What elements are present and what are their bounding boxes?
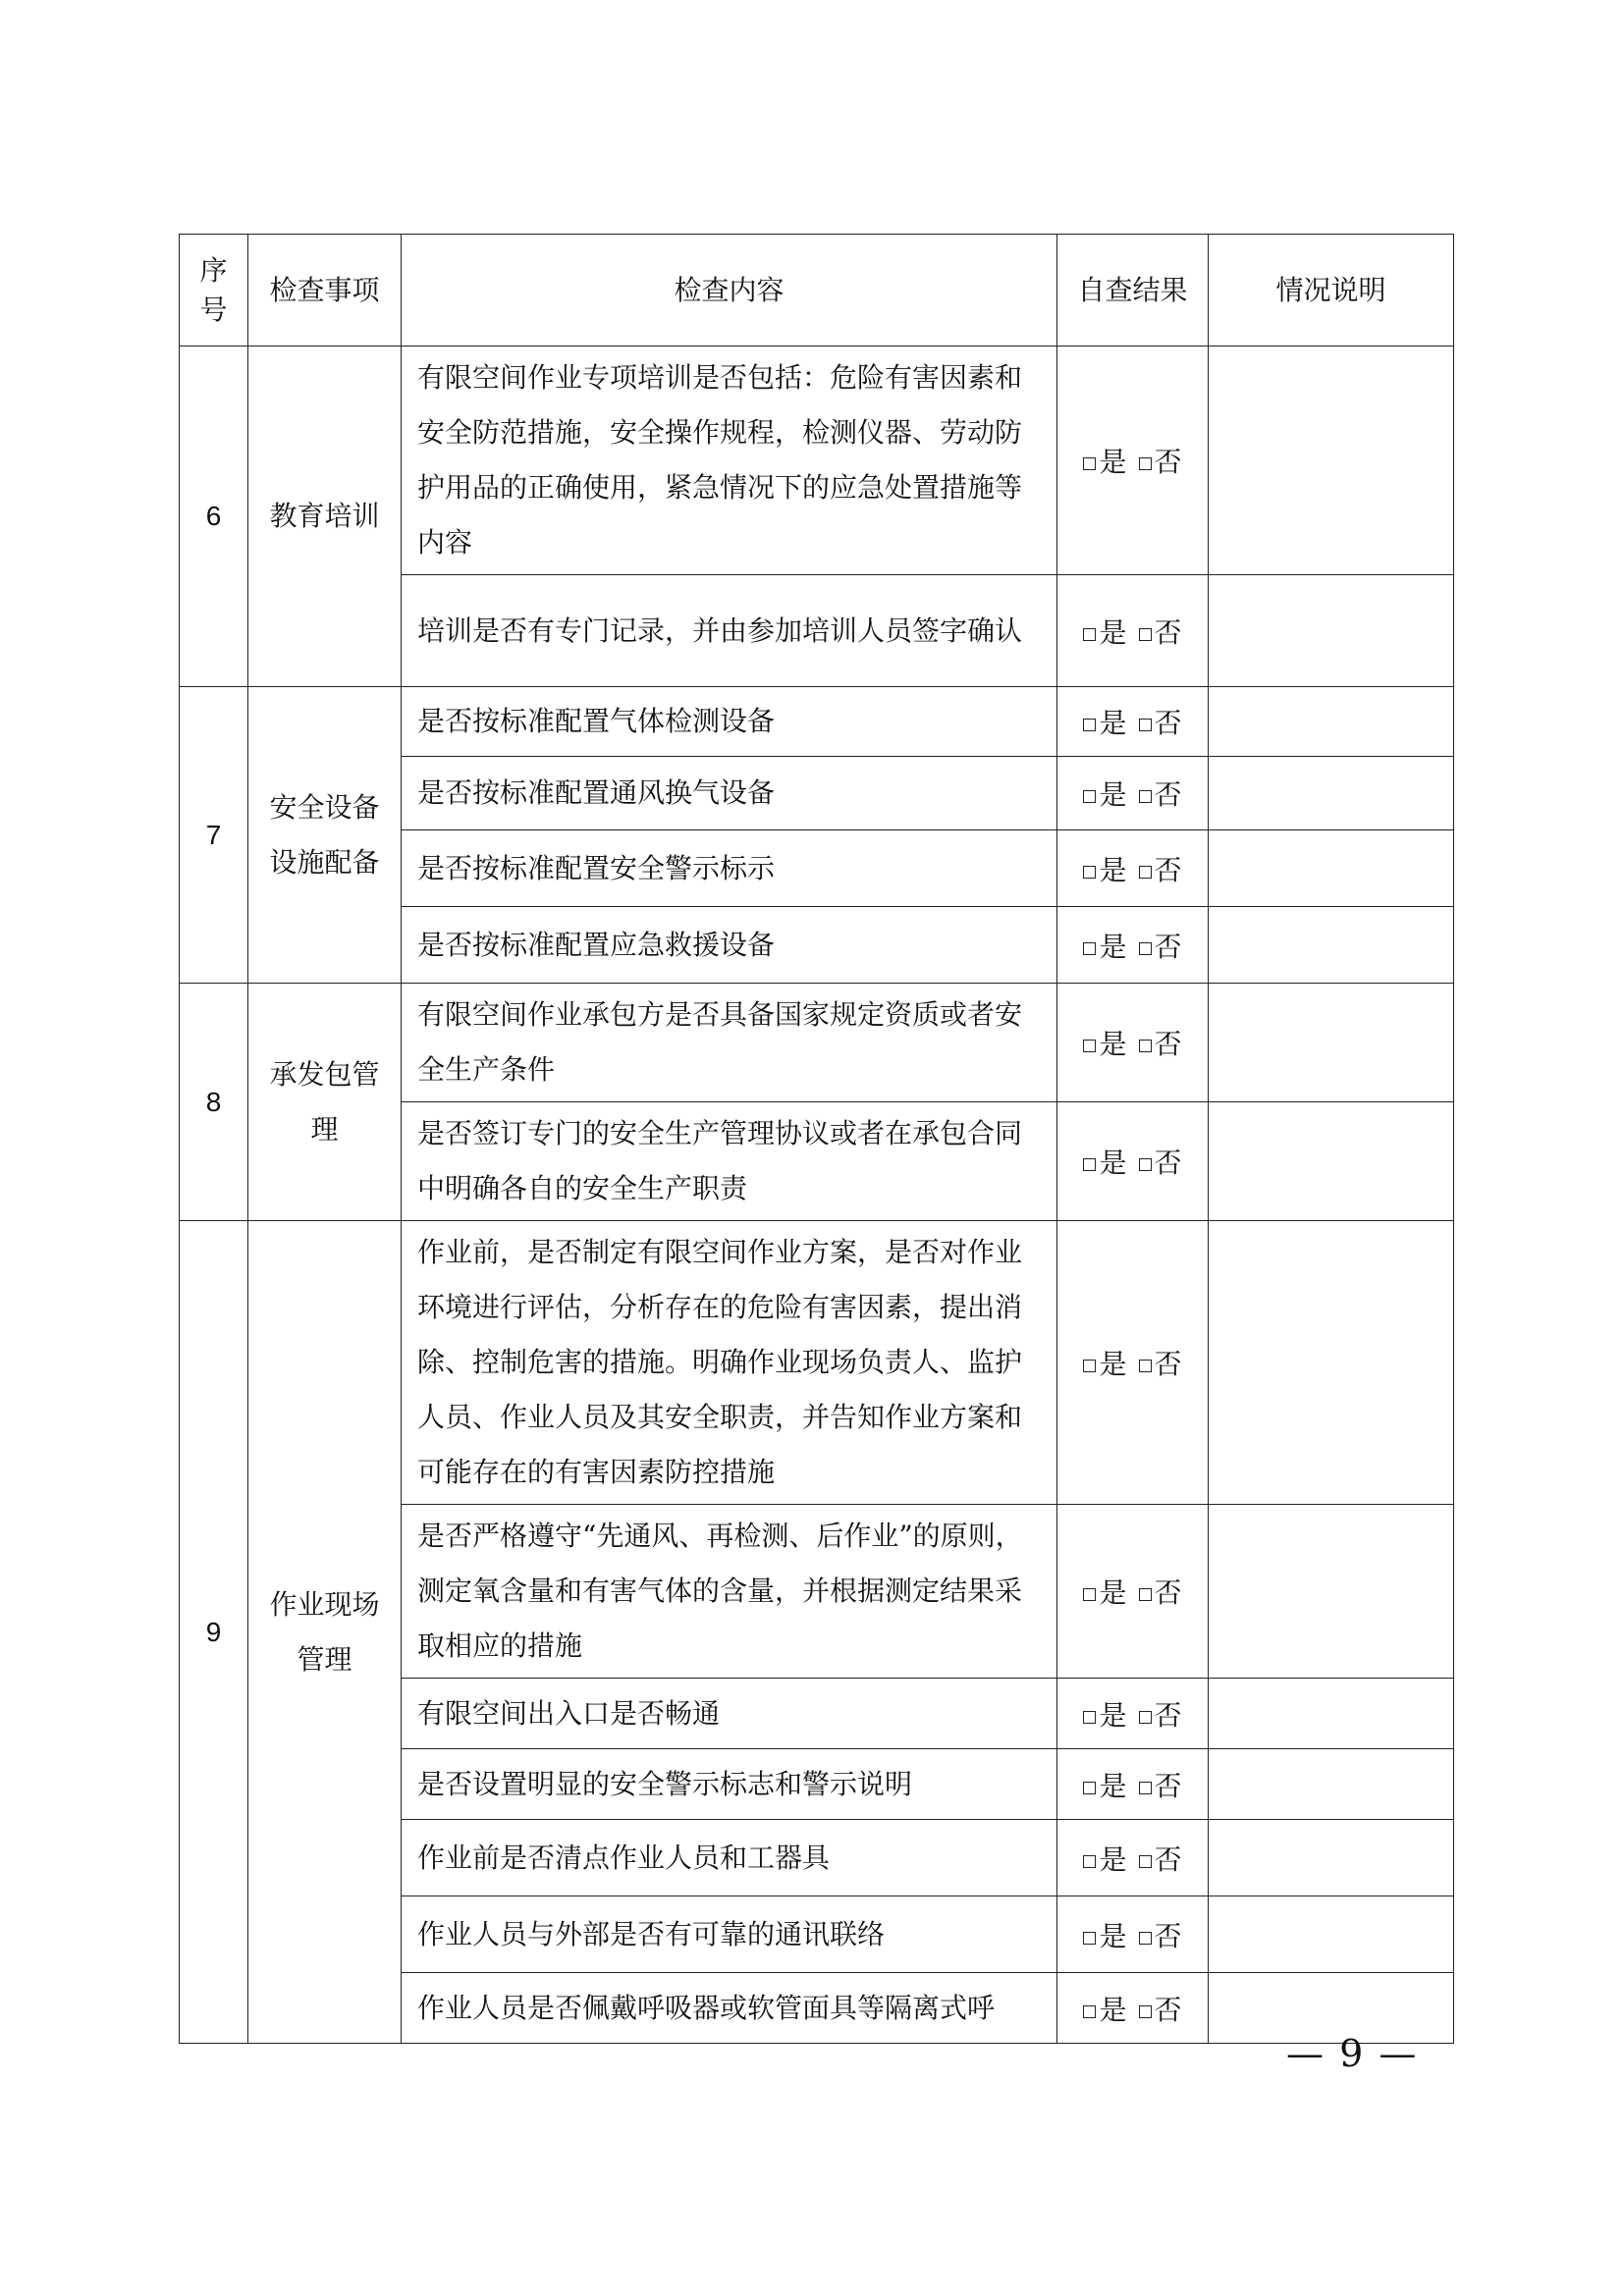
checkbox-yes[interactable] xyxy=(1083,790,1096,803)
notes-cell[interactable] xyxy=(1209,1679,1454,1749)
checkbox-no[interactable] xyxy=(1139,1040,1152,1052)
check-content: 培训是否有专门记录，并由参加培训人员签字确认 xyxy=(402,575,1057,687)
self-check-result xyxy=(1057,1896,1209,1973)
checkbox-yes[interactable] xyxy=(1083,1932,1096,1945)
checkbox-no[interactable] xyxy=(1139,1711,1152,1724)
option-no[interactable] xyxy=(1139,931,1182,963)
self-check-result xyxy=(1057,757,1209,830)
option-no-label: 否 xyxy=(1154,1769,1182,1802)
option-no-label: 否 xyxy=(1154,1698,1182,1732)
option-yes[interactable] xyxy=(1083,1028,1126,1060)
option-yes-label: 是 xyxy=(1099,1842,1127,1876)
option-yes[interactable] xyxy=(1083,707,1126,739)
self-check-result xyxy=(1057,347,1209,575)
checkbox-no[interactable] xyxy=(1139,1588,1152,1601)
option-yes[interactable] xyxy=(1083,1920,1126,1952)
option-no[interactable] xyxy=(1139,1147,1182,1179)
checkbox-yes[interactable] xyxy=(1083,457,1096,470)
notes-cell[interactable] xyxy=(1209,347,1454,575)
checkbox-no[interactable] xyxy=(1139,942,1152,955)
option-no[interactable] xyxy=(1139,854,1182,886)
notes-cell[interactable] xyxy=(1209,1221,1454,1505)
check-content: 是否签订专门的安全生产管理协议或者在承包合同中明确各自的安全生产职责 xyxy=(402,1102,1057,1221)
check-content: 有限空间作业承包方是否具备国家规定资质或者安全生产条件 xyxy=(402,984,1057,1102)
option-yes-label: 是 xyxy=(1099,615,1127,649)
option-no-label: 否 xyxy=(1154,446,1182,478)
group-number: 7 xyxy=(180,687,248,984)
option-no-label: 否 xyxy=(1154,1842,1182,1876)
checkbox-no[interactable] xyxy=(1139,1158,1152,1171)
inspection-checklist-table xyxy=(179,234,1454,2044)
option-yes-label: 是 xyxy=(1099,930,1127,963)
checkbox-no[interactable] xyxy=(1139,628,1152,641)
checkbox-yes[interactable] xyxy=(1083,1360,1096,1372)
notes-cell[interactable] xyxy=(1209,1820,1454,1896)
check-content: 是否严格遵守“先通风、再检测、后作业”的原则，测定氧含量和有害气体的含量，并根据测定结果采取相应的措施 xyxy=(402,1505,1057,1679)
notes-cell[interactable] xyxy=(1209,575,1454,687)
option-no-label: 否 xyxy=(1154,1919,1182,1952)
table-row xyxy=(180,687,1454,757)
check-content: 作业人员是否佩戴呼吸器或软管面具等隔离式呼 xyxy=(402,1973,1057,2044)
self-check-result xyxy=(1057,1973,1209,2044)
check-content: 是否按标准配置安全警示标示 xyxy=(402,830,1057,907)
header-result: 自查结果 xyxy=(1057,235,1209,347)
check-content: 是否设置明显的安全警示标志和警示说明 xyxy=(402,1749,1057,1820)
checkbox-yes[interactable] xyxy=(1083,866,1096,879)
checkbox-yes[interactable] xyxy=(1083,1158,1096,1171)
table-row xyxy=(180,347,1454,575)
option-yes-label: 是 xyxy=(1099,1147,1127,1179)
notes-cell[interactable] xyxy=(1209,687,1454,757)
option-yes[interactable] xyxy=(1083,1994,1126,2026)
option-no-label: 否 xyxy=(1154,707,1182,739)
option-no-label: 否 xyxy=(1154,930,1182,963)
self-check-result xyxy=(1057,575,1209,687)
self-check-result xyxy=(1057,907,1209,984)
option-no[interactable] xyxy=(1139,1028,1182,1060)
self-check-result xyxy=(1057,830,1209,907)
checkbox-no[interactable] xyxy=(1139,866,1152,879)
option-no[interactable] xyxy=(1139,1994,1182,2026)
option-yes-label: 是 xyxy=(1099,1698,1127,1732)
checkbox-yes[interactable] xyxy=(1083,628,1096,641)
check-content: 是否按标准配置应急救援设备 xyxy=(402,907,1057,984)
notes-cell[interactable] xyxy=(1209,984,1454,1102)
check-content: 是否按标准配置气体检测设备 xyxy=(402,687,1057,757)
header-item: 检查事项 xyxy=(248,235,402,347)
group-number: 9 xyxy=(180,1221,248,2044)
checkbox-no[interactable] xyxy=(1139,2005,1152,2018)
option-no[interactable] xyxy=(1139,707,1182,739)
checkbox-yes[interactable] xyxy=(1083,1588,1096,1601)
checkbox-yes[interactable] xyxy=(1083,2005,1096,2018)
group-item: 作业现场管理 xyxy=(248,1221,402,2044)
group-item: 教育培训 xyxy=(248,347,402,687)
notes-cell[interactable] xyxy=(1209,907,1454,984)
check-content: 作业人员与外部是否有可靠的通讯联络 xyxy=(402,1896,1057,1973)
notes-cell[interactable] xyxy=(1209,757,1454,830)
self-check-result xyxy=(1057,1221,1209,1505)
table-row xyxy=(180,984,1454,1102)
checkbox-no[interactable] xyxy=(1139,1360,1152,1372)
group-number: 6 xyxy=(180,347,248,687)
checkbox-yes[interactable] xyxy=(1083,942,1096,955)
check-content: 作业前，是否制定有限空间作业方案，是否对作业环境进行评估，分析存在的危险有害因素，提出消除、控制危害的措施。明确作业现场负责人、监护人员、作业人员及其安全职责，并告知作业方案和可能存在的有害因素防控措施 xyxy=(402,1221,1057,1505)
option-no-label: 否 xyxy=(1154,1348,1182,1380)
check-content: 作业前是否清点作业人员和工器具 xyxy=(402,1820,1057,1896)
option-yes[interactable] xyxy=(1083,1147,1126,1179)
checkbox-yes[interactable] xyxy=(1083,719,1096,731)
option-no-label: 否 xyxy=(1154,778,1182,811)
option-yes[interactable] xyxy=(1083,854,1126,886)
check-content: 有限空间出入口是否畅通 xyxy=(402,1679,1057,1749)
notes-cell[interactable] xyxy=(1209,1749,1454,1820)
option-yes[interactable] xyxy=(1083,778,1126,811)
table-row xyxy=(180,1221,1454,1505)
self-check-result xyxy=(1057,1749,1209,1820)
option-yes-label: 是 xyxy=(1099,1028,1127,1060)
checkbox-no[interactable] xyxy=(1139,790,1152,803)
option-yes[interactable] xyxy=(1083,1348,1126,1380)
self-check-result xyxy=(1057,1679,1209,1749)
option-yes-label: 是 xyxy=(1099,1919,1127,1952)
option-no-label: 否 xyxy=(1154,1028,1182,1060)
option-no[interactable] xyxy=(1139,1770,1182,1802)
check-content: 有限空间作业专项培训是否包括：危险有害因素和安全防范措施，安全操作规程，检测仪器、劳动防护用品的正确使用，紧急情况下的应急处置措施等内容 xyxy=(402,347,1057,575)
checkbox-no[interactable] xyxy=(1139,457,1152,470)
self-check-result xyxy=(1057,1820,1209,1896)
option-no[interactable] xyxy=(1139,1576,1182,1609)
self-check-result xyxy=(1057,687,1209,757)
header-notes: 情况说明 xyxy=(1209,235,1454,347)
option-no[interactable] xyxy=(1139,1348,1182,1380)
table-header-row xyxy=(180,235,1454,347)
header-content: 检查内容 xyxy=(402,235,1057,347)
checkbox-yes[interactable] xyxy=(1083,1040,1096,1052)
option-yes[interactable] xyxy=(1083,1699,1126,1732)
option-yes-label: 是 xyxy=(1099,446,1127,478)
option-yes[interactable] xyxy=(1083,446,1126,478)
option-yes-label: 是 xyxy=(1099,1348,1127,1380)
notes-cell[interactable] xyxy=(1209,1896,1454,1973)
option-yes-label: 是 xyxy=(1099,1576,1127,1609)
option-no-label: 否 xyxy=(1154,615,1182,649)
option-no-label: 否 xyxy=(1154,1147,1182,1179)
header-seq: 序号 xyxy=(180,235,248,347)
option-yes-label: 是 xyxy=(1099,1993,1127,2026)
self-check-result xyxy=(1057,1102,1209,1221)
option-yes[interactable] xyxy=(1083,616,1126,649)
group-number: 8 xyxy=(180,984,248,1221)
option-yes-label: 是 xyxy=(1099,778,1127,811)
option-no[interactable] xyxy=(1139,1920,1182,1952)
option-no[interactable] xyxy=(1139,1699,1182,1732)
option-yes[interactable] xyxy=(1083,1843,1126,1876)
notes-cell[interactable] xyxy=(1209,1102,1454,1221)
page-number: — 9 — xyxy=(1286,2032,1419,2075)
group-item: 安全设备设施配备 xyxy=(248,687,402,984)
self-check-result xyxy=(1057,1505,1209,1679)
checkbox-no[interactable] xyxy=(1139,1855,1152,1868)
self-check-result xyxy=(1057,984,1209,1102)
option-yes-label: 是 xyxy=(1099,853,1127,886)
checkbox-yes[interactable] xyxy=(1083,1855,1096,1868)
option-no[interactable] xyxy=(1139,446,1182,478)
option-yes[interactable] xyxy=(1083,1576,1126,1609)
check-content: 是否按标准配置通风换气设备 xyxy=(402,757,1057,830)
checkbox-no[interactable] xyxy=(1139,1932,1152,1945)
notes-cell[interactable] xyxy=(1209,1505,1454,1679)
checkbox-no[interactable] xyxy=(1139,1782,1152,1794)
option-no[interactable] xyxy=(1139,1843,1182,1876)
option-yes[interactable] xyxy=(1083,931,1126,963)
option-yes[interactable] xyxy=(1083,1770,1126,1802)
group-item: 承发包管理 xyxy=(248,984,402,1221)
checkbox-yes[interactable] xyxy=(1083,1782,1096,1794)
checkbox-yes[interactable] xyxy=(1083,1711,1096,1724)
checkbox-no[interactable] xyxy=(1139,719,1152,731)
option-no-label: 否 xyxy=(1154,1576,1182,1609)
option-no-label: 否 xyxy=(1154,1993,1182,2026)
option-yes-label: 是 xyxy=(1099,1769,1127,1802)
option-no[interactable] xyxy=(1139,778,1182,811)
option-no[interactable] xyxy=(1139,616,1182,649)
notes-cell[interactable] xyxy=(1209,830,1454,907)
option-yes-label: 是 xyxy=(1099,707,1127,739)
option-no-label: 否 xyxy=(1154,853,1182,886)
